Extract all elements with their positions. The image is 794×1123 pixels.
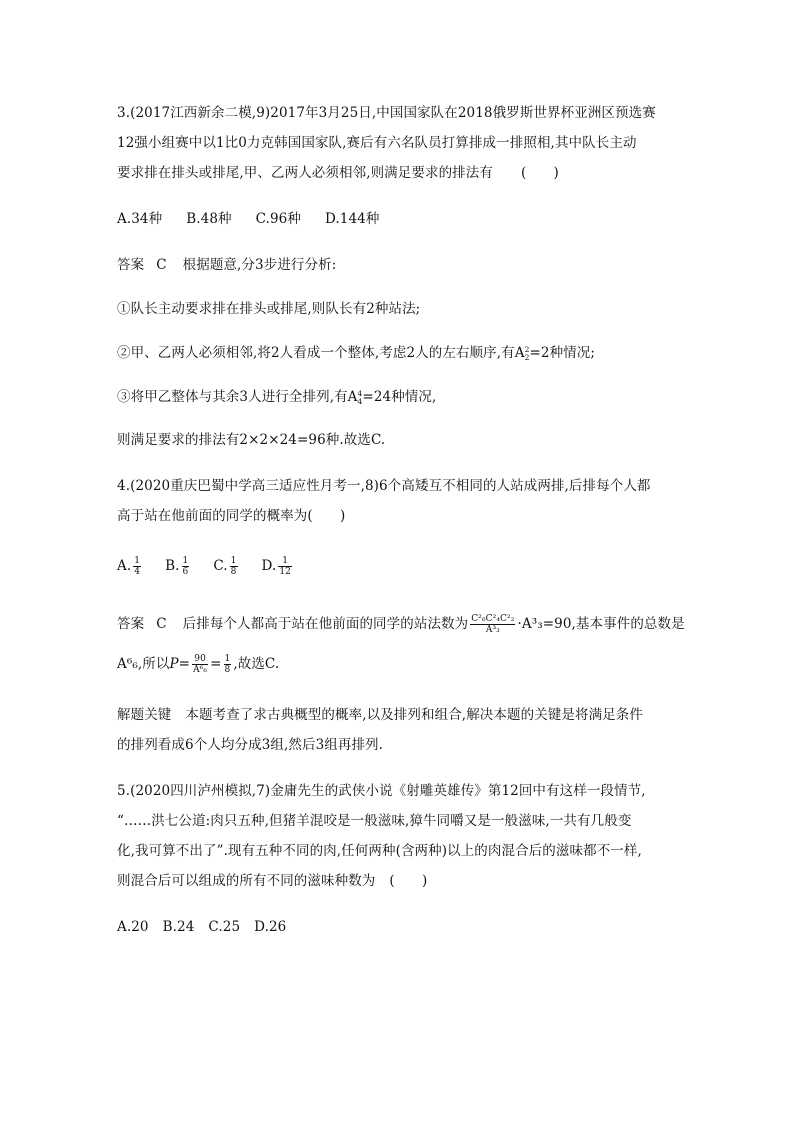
q3-line3-text: 要求排在排头或排尾,甲、乙两人必须相邻,则满足要求的排法有 bbox=[117, 165, 493, 181]
q3-line1: 3.(2017江西新余二模,9)2017年3月25日,中国国家队在2018俄罗斯世界杯亚洲区预选赛 bbox=[117, 105, 656, 121]
q5-options bbox=[117, 918, 286, 936]
q3-answer-text: 根据题意,分3步进行分析: bbox=[182, 257, 337, 273]
q4-answer bbox=[117, 614, 685, 635]
q4-eq2: = bbox=[210, 656, 222, 672]
q3-paren: ( ) bbox=[520, 165, 559, 181]
q3-option-b: B.48种 bbox=[186, 211, 232, 227]
q5-line1: 5.(2020四川泸州模拟,7)金庸先生的武侠小说《射雕英雄传》第12回中有这样一段情节, bbox=[117, 783, 646, 799]
q3-line3 bbox=[117, 164, 559, 182]
q4-key-text: 本题考查了求古典概型的概率,以及排列和组合,解决本题的关键是将满足条件 bbox=[185, 707, 643, 723]
q4-so-text: ,所以 bbox=[137, 656, 170, 672]
q3-conclusion: 则满足要求的排法有2×2×24=96种.故选C. bbox=[117, 432, 386, 448]
q3-answer bbox=[117, 256, 336, 274]
q4-key-line2: 的排列看成6个人均分成3组,然后3组再排列. bbox=[117, 737, 384, 753]
q4-options bbox=[117, 556, 294, 577]
q5-option-a: A.20 bbox=[117, 919, 149, 935]
q5-line4-text: 则混合后可以组成的所有不同的滋味种数为 bbox=[117, 873, 376, 889]
q3-step3-perm-index: 4 4 bbox=[357, 388, 363, 406]
q4-answer-text-b: =90,基本事件的总数是 bbox=[542, 616, 685, 632]
q4-option-c: C. $\frac{1}{8}$ bbox=[213, 556, 237, 577]
q4-fraction-2: $\frac{90}{\text{A⁶₆}}$ bbox=[193, 654, 208, 675]
q4-a66: A⁶₆ bbox=[117, 656, 138, 672]
q4-eq: = bbox=[178, 656, 191, 672]
q4-mult-dot: · bbox=[517, 616, 522, 632]
q3-step2 bbox=[117, 344, 595, 362]
q4-answer-text: 后排每个人都高于站在他前面的同学的站法数为 bbox=[182, 616, 469, 632]
q3-answer-label: 答案 bbox=[117, 257, 145, 273]
q3-step3 bbox=[117, 388, 436, 406]
q3-step3-text-b: =24种情况, bbox=[362, 389, 437, 405]
q3-option-c: C.96种 bbox=[255, 211, 301, 227]
q3-option-d: D.144种 bbox=[324, 211, 380, 227]
q4-line2-text: 高于站在他前面的同学的概率为 bbox=[117, 508, 308, 524]
q4-choose-text: ,故选C. bbox=[233, 656, 280, 672]
q3-step3-text: ③将甲乙整体与其余3人进行全排列,有A bbox=[117, 389, 358, 405]
q5-line3: 化,我可算不出了”.现有五种不同的肉,任何两种(含两种)以上的肉混合后的滋味都不一样, bbox=[117, 843, 642, 859]
q4-key-label: 解题关键 bbox=[117, 707, 172, 723]
q5-line4 bbox=[117, 872, 427, 890]
q4-paren: ( ) bbox=[307, 508, 346, 524]
q5-paren: ( ) bbox=[389, 873, 428, 889]
q5-line2: “……洪七公道:肉只五种,但猪羊混咬是一般滋味,獐牛同嚼又是一般滋味,一共有几般变 bbox=[117, 813, 632, 829]
q5-option-d: D.26 bbox=[254, 919, 287, 935]
q4-option-d: D. $\frac{1}{12}$ bbox=[261, 556, 291, 577]
q5-option-b: B.24 bbox=[162, 919, 195, 935]
q4-line2 bbox=[117, 507, 345, 525]
q3-line2: 12强小组赛中以1比0力克韩国国家队,赛后有六名队员打算排成一排照相,其中队长主动 bbox=[117, 135, 637, 151]
q4-key bbox=[117, 706, 643, 724]
q4-answer-letter: C bbox=[156, 616, 167, 632]
q4-option-a: A. $\frac{1}{4}$ bbox=[117, 556, 141, 577]
q3-step2-text-b: =2种情况; bbox=[529, 345, 596, 361]
q4-answer-fraction: $\frac{\text{C²₆C²₄C²₂}}{\text{A³₃}}$ bbox=[471, 614, 515, 635]
q4-p-var: P bbox=[169, 656, 179, 672]
q4-fraction-3: $\frac{1}{8}$ bbox=[224, 654, 231, 675]
q3-options bbox=[117, 210, 379, 228]
q3-step2-text: ②甲、乙两人必须相邻,将2人看成一个整体,考虑2人的左右顺序,有A bbox=[117, 345, 525, 361]
q3-answer-letter: C bbox=[156, 257, 167, 273]
q4-a33: A³₃ bbox=[521, 616, 543, 632]
q4-option-b: B. $\frac{1}{6}$ bbox=[165, 556, 189, 577]
q4-line1: 4.(2020重庆巴蜀中学高三适应性月考一,8)6个高矮互不相同的人站成两排,后排每个人都 bbox=[117, 478, 651, 494]
q4-answer-line2 bbox=[117, 654, 279, 675]
q5-option-c: C.25 bbox=[208, 919, 241, 935]
q4-answer-label: 答案 bbox=[117, 616, 145, 632]
q3-step2-perm-index: 2 2 bbox=[524, 344, 530, 362]
q3-option-a: A.34种 bbox=[117, 211, 163, 227]
q3-step1: ①队长主动要求排在排头或排尾,则队长有2种站法; bbox=[117, 301, 421, 317]
